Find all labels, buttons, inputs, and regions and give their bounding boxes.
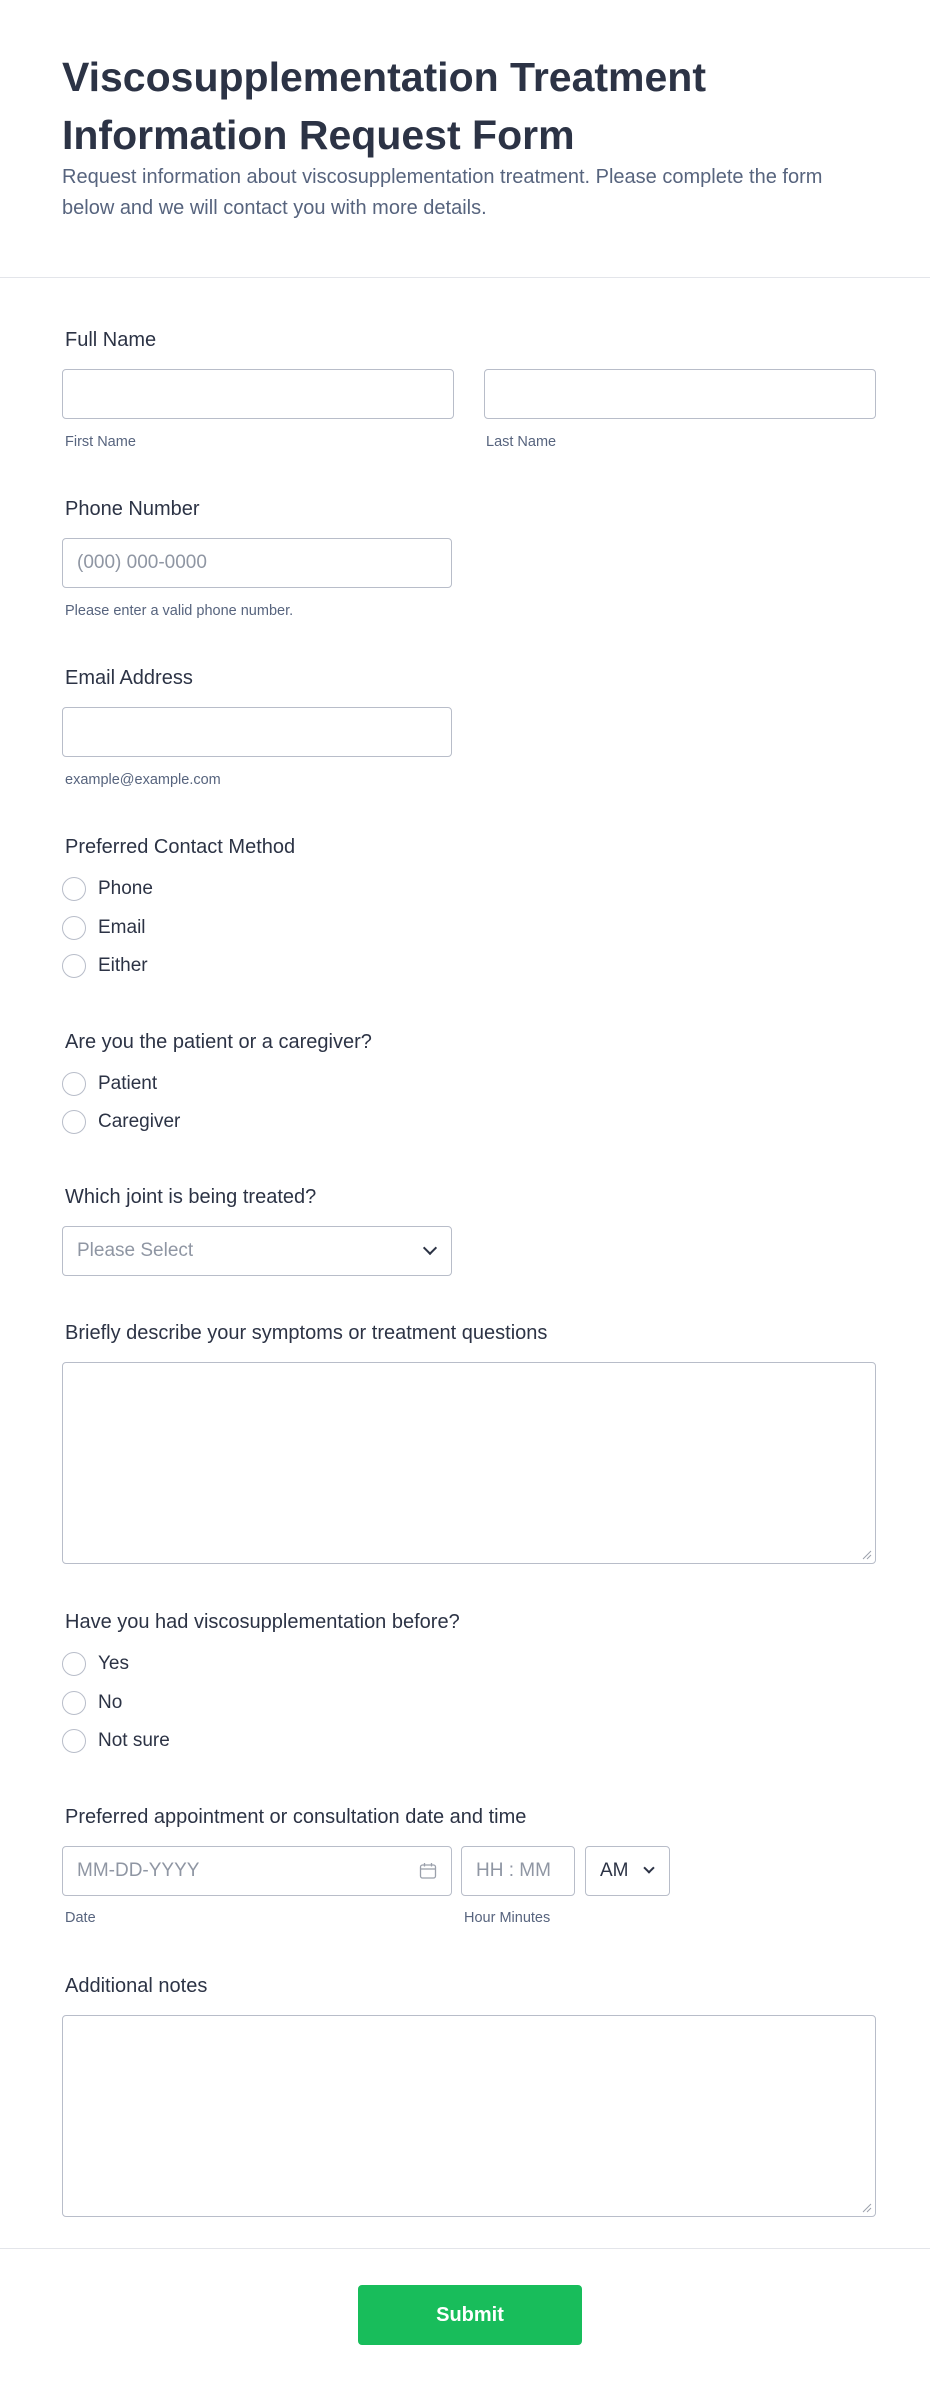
phone-sublabel: Please enter a valid phone number. <box>65 603 294 619</box>
symptoms-label: Briefly describe your symptoms or treatment questions <box>65 1322 548 1344</box>
radio-label: Yes <box>98 1653 129 1674</box>
date-sublabel: Date <box>65 1910 96 1926</box>
joint-label: Which joint is being treated? <box>65 1186 317 1208</box>
patient-caregiver-label: Are you the patient or a caregiver? <box>65 1031 372 1053</box>
radio-label: Not sure <box>98 1730 170 1751</box>
phone-placeholder: (000) 000-0000 <box>77 552 207 573</box>
radio-label: Either <box>98 955 148 976</box>
form-title: Viscosupplementation Treatment Information Request Form <box>62 54 707 158</box>
ampm-value: AM <box>600 1860 629 1881</box>
first-name-sublabel: First Name <box>65 434 136 450</box>
email-label: Email Address <box>65 667 193 689</box>
prior-treatment-label: Have you had viscosupplementation before? <box>65 1611 460 1633</box>
radio-option-phone[interactable] <box>62 876 153 902</box>
radio-circle[interactable] <box>62 1652 86 1676</box>
time-placeholder: HH : MM <box>476 1860 551 1881</box>
form-header <box>0 0 930 278</box>
date-placeholder: MM-DD-YYYY <box>77 1860 200 1881</box>
time-sublabel: Hour Minutes <box>464 1910 551 1926</box>
radio-label: Caregiver <box>98 1111 181 1132</box>
joint-select[interactable] <box>62 1226 452 1276</box>
radio-circle[interactable] <box>62 1691 86 1715</box>
chevron-down-icon <box>423 1241 437 1255</box>
radio-circle[interactable] <box>62 1729 86 1753</box>
last-name-input[interactable] <box>484 369 876 419</box>
appointment-label: Preferred appointment or consultation date and time <box>65 1806 527 1828</box>
radio-circle[interactable] <box>62 954 86 978</box>
ampm-select[interactable] <box>585 1846 670 1896</box>
radio-label: No <box>98 1692 123 1713</box>
time-input[interactable] <box>461 1846 575 1896</box>
email-sublabel: example@example.com <box>65 772 221 788</box>
radio-option-no[interactable] <box>62 1690 122 1716</box>
radio-circle[interactable] <box>62 877 86 901</box>
radio-label: Patient <box>98 1073 158 1094</box>
form-subtitle: Request information about viscosupplementation treatment. Please complete the form below and we will contact you with more details. <box>62 166 823 219</box>
radio-circle[interactable] <box>62 1110 86 1134</box>
notes-textarea[interactable] <box>62 2015 876 2217</box>
calendar-icon[interactable] <box>419 1862 437 1880</box>
contact-method-label: Preferred Contact Method <box>65 836 296 858</box>
radio-circle[interactable] <box>62 1072 86 1096</box>
notes-label: Additional notes <box>65 1975 208 1997</box>
radio-label: Phone <box>98 878 153 899</box>
phone-label: Phone Number <box>65 498 200 520</box>
radio-option-not-sure[interactable] <box>62 1728 170 1754</box>
email-input[interactable] <box>62 707 452 757</box>
date-input[interactable] <box>62 1846 452 1896</box>
full-name-label: Full Name <box>65 329 157 351</box>
radio-option-patient[interactable] <box>62 1071 157 1097</box>
last-name-sublabel: Last Name <box>486 434 557 450</box>
first-name-input[interactable] <box>62 369 454 419</box>
submit-button[interactable]: Submit <box>358 2285 582 2345</box>
resize-grip-icon[interactable] <box>860 2201 872 2213</box>
radio-option-email[interactable] <box>62 915 146 941</box>
joint-select-placeholder: Please Select <box>77 1240 194 1261</box>
radio-option-caregiver[interactable] <box>62 1109 180 1135</box>
phone-input[interactable] <box>62 538 452 588</box>
symptoms-textarea[interactable] <box>62 1362 876 1564</box>
chevron-down-icon <box>643 1862 654 1873</box>
resize-grip-icon[interactable] <box>860 1548 872 1560</box>
radio-option-yes[interactable] <box>62 1651 129 1677</box>
radio-circle[interactable] <box>62 916 86 940</box>
radio-option-either[interactable] <box>62 953 148 979</box>
radio-label: Email <box>98 917 146 938</box>
